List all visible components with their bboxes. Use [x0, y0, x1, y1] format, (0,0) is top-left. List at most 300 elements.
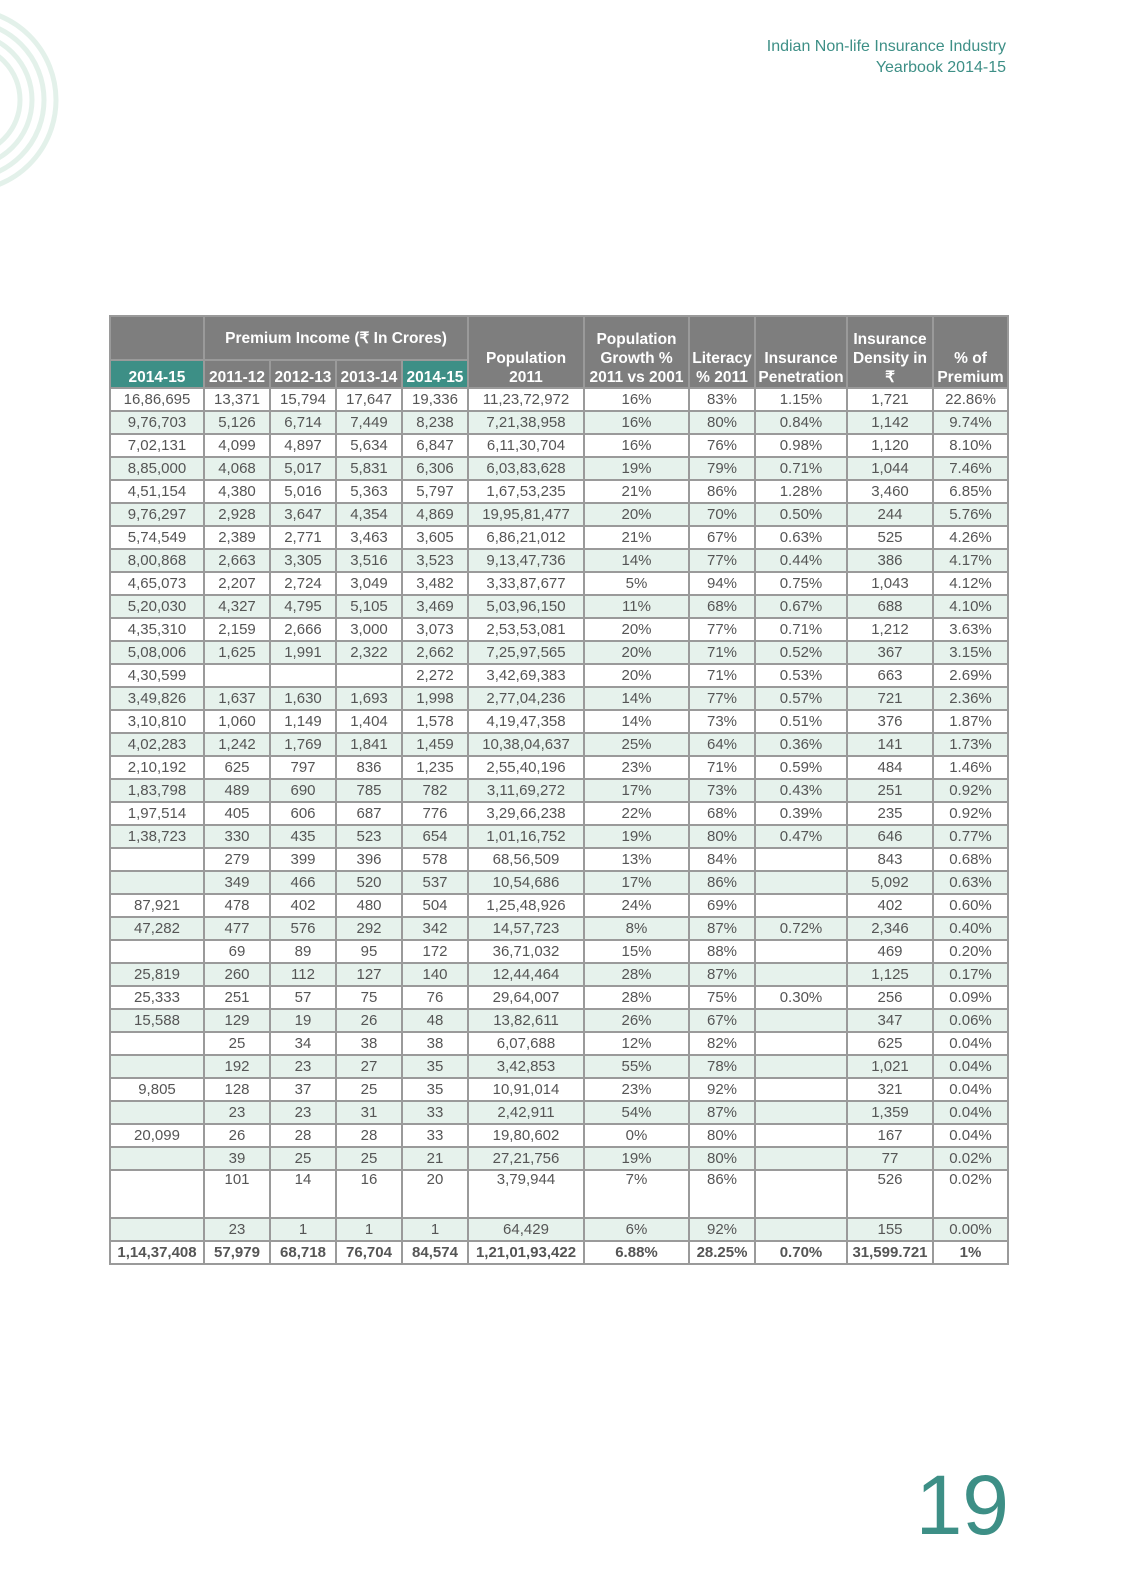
- table-cell: 4,51,154: [110, 480, 204, 503]
- table-cell: 3,516: [336, 549, 402, 572]
- table-row: [110, 411, 1008, 434]
- table-cell: 1,67,53,235: [468, 480, 584, 503]
- table-cell: 3,79,944: [468, 1170, 584, 1218]
- table-cell: 1,38,723: [110, 825, 204, 848]
- table-cell: 14%: [584, 710, 689, 733]
- table-cell: 25: [204, 1032, 270, 1055]
- table-row: [110, 1078, 1008, 1101]
- table-cell: 3,305: [270, 549, 336, 572]
- decorative-arcs: [0, 0, 70, 230]
- table-cell: 5,03,96,150: [468, 595, 584, 618]
- table-cell: 0.63%: [755, 526, 847, 549]
- table-row: [110, 986, 1008, 1009]
- header-population-growth: [584, 316, 689, 388]
- table-cell: 172: [402, 940, 468, 963]
- table-cell: [110, 1032, 204, 1055]
- table-cell: 2,771: [270, 526, 336, 549]
- table-cell: 14,57,723: [468, 917, 584, 940]
- table-cell: 6,86,21,012: [468, 526, 584, 549]
- table-cell: 251: [204, 986, 270, 1009]
- table-cell: 349: [204, 871, 270, 894]
- total-cell: 84,574: [402, 1241, 468, 1264]
- table-cell: 0.92%: [933, 802, 1008, 825]
- table-cell: 94%: [689, 572, 755, 595]
- table-row: [110, 1055, 1008, 1078]
- table-cell: 1,769: [270, 733, 336, 756]
- table-cell: 4,897: [270, 434, 336, 457]
- table-cell: 3,49,826: [110, 687, 204, 710]
- table-cell: 1,021: [847, 1055, 933, 1078]
- table-cell: 1,242: [204, 733, 270, 756]
- table-cell: 26: [336, 1009, 402, 1032]
- table-cell: 0.53%: [755, 664, 847, 687]
- table-cell: 25: [336, 1147, 402, 1170]
- table-cell: 80%: [689, 825, 755, 848]
- table-cell: 0.59%: [755, 756, 847, 779]
- table-cell: 28%: [584, 963, 689, 986]
- table-cell: 7.46%: [933, 457, 1008, 480]
- table-row: [110, 1032, 1008, 1055]
- table-cell: 67%: [689, 1009, 755, 1032]
- table-cell: 13,82,611: [468, 1009, 584, 1032]
- table-cell: 2,666: [270, 618, 336, 641]
- table-cell: 26%: [584, 1009, 689, 1032]
- table-cell: [755, 1009, 847, 1032]
- table-cell: 82%: [689, 1032, 755, 1055]
- table-cell: [336, 664, 402, 687]
- table-cell: 19,80,602: [468, 1124, 584, 1147]
- total-cell: 76,704: [336, 1241, 402, 1264]
- table-cell: 2,53,53,081: [468, 618, 584, 641]
- header-population-text: Population 2011: [486, 350, 567, 386]
- table-cell: 376: [847, 710, 933, 733]
- table-cell: 235: [847, 802, 933, 825]
- table-cell: 0.50%: [755, 503, 847, 526]
- table-row: [110, 963, 1008, 986]
- table-body: [110, 388, 1008, 1241]
- table-cell: 57: [270, 986, 336, 1009]
- table-cell: 77: [847, 1147, 933, 1170]
- table-cell: 402: [270, 894, 336, 917]
- table-cell: 836: [336, 756, 402, 779]
- table-cell: 47,282: [110, 917, 204, 940]
- table-cell: 5%: [584, 572, 689, 595]
- table-cell: 19%: [584, 457, 689, 480]
- table-cell: [755, 940, 847, 963]
- table-cell: [110, 871, 204, 894]
- table-cell: 4.17%: [933, 549, 1008, 572]
- table-cell: 8.10%: [933, 434, 1008, 457]
- table-cell: 75%: [689, 986, 755, 1009]
- table-cell: 14%: [584, 687, 689, 710]
- table-cell: [110, 1218, 204, 1241]
- table-cell: 5,363: [336, 480, 402, 503]
- table-cell: 5.76%: [933, 503, 1008, 526]
- header-growth-text: Population Growth % 2011 vs 2001: [589, 331, 684, 386]
- table-cell: 2,42,911: [468, 1101, 584, 1124]
- table-cell: 78%: [689, 1055, 755, 1078]
- table-row: [110, 434, 1008, 457]
- table-cell: 687: [336, 802, 402, 825]
- header-year-2013-14: 2013-14: [336, 360, 402, 388]
- table-cell: 330: [204, 825, 270, 848]
- table-cell: 128: [204, 1078, 270, 1101]
- table-cell: 80%: [689, 411, 755, 434]
- table-cell: 1,721: [847, 388, 933, 411]
- table-cell: 77%: [689, 618, 755, 641]
- table-cell: 7,21,38,958: [468, 411, 584, 434]
- table-cell: 11%: [584, 595, 689, 618]
- table-cell: 0.00%: [933, 1218, 1008, 1241]
- table-cell: 14: [270, 1170, 336, 1218]
- table-cell: 342: [402, 917, 468, 940]
- table-cell: 23: [270, 1101, 336, 1124]
- table-cell: 89: [270, 940, 336, 963]
- table-cell: 87%: [689, 1101, 755, 1124]
- header-col-2014-15: 2014-15: [110, 360, 204, 388]
- table-cell: 405: [204, 802, 270, 825]
- table-row: [110, 894, 1008, 917]
- table-cell: 0.20%: [933, 940, 1008, 963]
- table-cell: 1.87%: [933, 710, 1008, 733]
- table-cell: 478: [204, 894, 270, 917]
- table-cell: 4.26%: [933, 526, 1008, 549]
- table-cell: 1,841: [336, 733, 402, 756]
- table-cell: 0.39%: [755, 802, 847, 825]
- table-row: [110, 595, 1008, 618]
- table-cell: 4,099: [204, 434, 270, 457]
- table-cell: 5,08,006: [110, 641, 204, 664]
- table-cell: 12%: [584, 1032, 689, 1055]
- table-cell: 37: [270, 1078, 336, 1101]
- table-cell: 95: [336, 940, 402, 963]
- table-cell: 5,016: [270, 480, 336, 503]
- table-cell: 27,21,756: [468, 1147, 584, 1170]
- total-cell: 31,599.721: [847, 1241, 933, 1264]
- table-cell: 260: [204, 963, 270, 986]
- header-premium-income: Premium Income (₹ In Crores): [204, 316, 468, 360]
- table-cell: 71%: [689, 641, 755, 664]
- table-cell: [755, 1147, 847, 1170]
- table-cell: 92%: [689, 1078, 755, 1101]
- table-cell: 251: [847, 779, 933, 802]
- table-cell: 1,25,48,926: [468, 894, 584, 917]
- table-cell: 782: [402, 779, 468, 802]
- table-cell: 2,662: [402, 641, 468, 664]
- table-row: [110, 756, 1008, 779]
- table-cell: 21%: [584, 480, 689, 503]
- table-cell: 129: [204, 1009, 270, 1032]
- header-literacy: [689, 316, 755, 388]
- table-cell: 5,831: [336, 457, 402, 480]
- table-cell: 688: [847, 595, 933, 618]
- table-cell: 0.67%: [755, 595, 847, 618]
- table-cell: 3,523: [402, 549, 468, 572]
- table-row: [110, 388, 1008, 411]
- table-cell: 4.10%: [933, 595, 1008, 618]
- table-cell: 2.36%: [933, 687, 1008, 710]
- table-cell: 2.69%: [933, 664, 1008, 687]
- table-cell: 16,86,695: [110, 388, 204, 411]
- table-cell: 1,359: [847, 1101, 933, 1124]
- table-cell: 1: [336, 1218, 402, 1241]
- premium-statistics-table: [109, 315, 1009, 1265]
- table-cell: 504: [402, 894, 468, 917]
- total-cell: 28.25%: [689, 1241, 755, 1264]
- table-cell: 27: [336, 1055, 402, 1078]
- table-cell: [110, 848, 204, 871]
- table-cell: 54%: [584, 1101, 689, 1124]
- table-cell: 0.63%: [933, 871, 1008, 894]
- table-cell: 0.72%: [755, 917, 847, 940]
- table-cell: 663: [847, 664, 933, 687]
- table-cell: [755, 848, 847, 871]
- table-cell: [204, 664, 270, 687]
- table-cell: 0.92%: [933, 779, 1008, 802]
- table-row: [110, 1147, 1008, 1170]
- table-cell: 86%: [689, 871, 755, 894]
- table-cell: 525: [847, 526, 933, 549]
- table-cell: 523: [336, 825, 402, 848]
- table-cell: 24%: [584, 894, 689, 917]
- table-row: [110, 457, 1008, 480]
- table-cell: 3.15%: [933, 641, 1008, 664]
- table-cell: 76%: [689, 434, 755, 457]
- table-cell: 489: [204, 779, 270, 802]
- table-cell: 6,11,30,704: [468, 434, 584, 457]
- table-cell: 1,459: [402, 733, 468, 756]
- table-cell: 1,404: [336, 710, 402, 733]
- table-cell: 9,805: [110, 1078, 204, 1101]
- table-cell: 4,19,47,358: [468, 710, 584, 733]
- table-cell: 5,20,030: [110, 595, 204, 618]
- table-cell: 1,060: [204, 710, 270, 733]
- table-cell: 5,092: [847, 871, 933, 894]
- table-cell: 480: [336, 894, 402, 917]
- table-cell: 1.73%: [933, 733, 1008, 756]
- table-cell: 3,482: [402, 572, 468, 595]
- table-cell: 1,991: [270, 641, 336, 664]
- header-share-text: % of Premium: [937, 350, 1004, 386]
- table-cell: 4,327: [204, 595, 270, 618]
- table-cell: 0.04%: [933, 1124, 1008, 1147]
- table-cell: 15,588: [110, 1009, 204, 1032]
- table-cell: 23: [204, 1218, 270, 1241]
- table-cell: 1,83,798: [110, 779, 204, 802]
- table-cell: 7,02,131: [110, 434, 204, 457]
- table-cell: 3,42,853: [468, 1055, 584, 1078]
- table-cell: [110, 940, 204, 963]
- table-cell: [755, 894, 847, 917]
- table-cell: 35: [402, 1055, 468, 1078]
- table-cell: 26: [204, 1124, 270, 1147]
- table-cell: 68,56,509: [468, 848, 584, 871]
- table-cell: 3,42,69,383: [468, 664, 584, 687]
- table-cell: 484: [847, 756, 933, 779]
- table-cell: 843: [847, 848, 933, 871]
- header-insurance-penetration: [755, 316, 847, 388]
- table-row: [110, 572, 1008, 595]
- table-cell: 87%: [689, 963, 755, 986]
- table-cell: 25,819: [110, 963, 204, 986]
- table-cell: 4,35,310: [110, 618, 204, 641]
- table-row: [110, 664, 1008, 687]
- table-cell: 69: [204, 940, 270, 963]
- table-cell: 11,23,72,972: [468, 388, 584, 411]
- table-cell: 88%: [689, 940, 755, 963]
- table-cell: 347: [847, 1009, 933, 1032]
- table-row: [110, 871, 1008, 894]
- table-cell: 785: [336, 779, 402, 802]
- table-cell: 0.30%: [755, 986, 847, 1009]
- table-cell: 0.68%: [933, 848, 1008, 871]
- table-cell: 8,85,000: [110, 457, 204, 480]
- table-cell: [110, 1055, 204, 1078]
- table-cell: 21: [402, 1147, 468, 1170]
- table-cell: 67%: [689, 526, 755, 549]
- table-cell: 9.74%: [933, 411, 1008, 434]
- table-cell: 537: [402, 871, 468, 894]
- table-cell: 0.40%: [933, 917, 1008, 940]
- table-cell: 71%: [689, 664, 755, 687]
- table-cell: 3,469: [402, 595, 468, 618]
- table-cell: 20: [402, 1170, 468, 1218]
- table-cell: 1,212: [847, 618, 933, 641]
- table-cell: 6.85%: [933, 480, 1008, 503]
- table-cell: 12,44,464: [468, 963, 584, 986]
- table-cell: 1,578: [402, 710, 468, 733]
- table-cell: 526: [847, 1170, 933, 1218]
- table-cell: 35: [402, 1078, 468, 1101]
- table-cell: 3,29,66,238: [468, 802, 584, 825]
- total-cell: 57,979: [204, 1241, 270, 1264]
- table-cell: 520: [336, 871, 402, 894]
- table-cell: 3,10,810: [110, 710, 204, 733]
- table-cell: 15,794: [270, 388, 336, 411]
- table-cell: 0.51%: [755, 710, 847, 733]
- table-cell: 77%: [689, 549, 755, 572]
- table-cell: 5,797: [402, 480, 468, 503]
- table-row: [110, 825, 1008, 848]
- table-header: [110, 316, 1008, 388]
- table-cell: 1,998: [402, 687, 468, 710]
- table-cell: 2,10,192: [110, 756, 204, 779]
- table-cell: 606: [270, 802, 336, 825]
- table-cell: [755, 1101, 847, 1124]
- table-cell: 2,77,04,236: [468, 687, 584, 710]
- table-cell: 13,371: [204, 388, 270, 411]
- table-cell: 29,64,007: [468, 986, 584, 1009]
- table-cell: 2,724: [270, 572, 336, 595]
- table-cell: 101: [204, 1170, 270, 1218]
- header-subtitle: Yearbook 2014-15: [875, 59, 1006, 76]
- table-cell: 141: [847, 733, 933, 756]
- table-cell: 23%: [584, 1078, 689, 1101]
- table-row: [110, 480, 1008, 503]
- table-cell: 0.71%: [755, 457, 847, 480]
- table-cell: 469: [847, 940, 933, 963]
- table-cell: 10,38,04,637: [468, 733, 584, 756]
- table-cell: 20%: [584, 664, 689, 687]
- table-cell: 7,25,97,565: [468, 641, 584, 664]
- table-cell: [755, 1032, 847, 1055]
- table-cell: 79%: [689, 457, 755, 480]
- table-cell: 4,65,073: [110, 572, 204, 595]
- header-year-2011-12: 2011-12: [204, 360, 270, 388]
- table-cell: 20%: [584, 641, 689, 664]
- table-cell: 292: [336, 917, 402, 940]
- table-cell: 3,460: [847, 480, 933, 503]
- table-cell: 0.36%: [755, 733, 847, 756]
- table-cell: 8,238: [402, 411, 468, 434]
- table-cell: 10,91,014: [468, 1078, 584, 1101]
- table-cell: 80%: [689, 1124, 755, 1147]
- table-cell: 70%: [689, 503, 755, 526]
- table-cell: 2,159: [204, 618, 270, 641]
- table-cell: 20%: [584, 618, 689, 641]
- table-cell: 7,449: [336, 411, 402, 434]
- table-cell: 0.43%: [755, 779, 847, 802]
- table-cell: 87,921: [110, 894, 204, 917]
- total-row: [110, 1241, 1008, 1264]
- table-cell: 3.63%: [933, 618, 1008, 641]
- table-cell: 0%: [584, 1124, 689, 1147]
- table-cell: [755, 871, 847, 894]
- table-cell: 5,017: [270, 457, 336, 480]
- table-cell: 6,306: [402, 457, 468, 480]
- table-cell: 0.17%: [933, 963, 1008, 986]
- table-row: [110, 526, 1008, 549]
- table-cell: 0.71%: [755, 618, 847, 641]
- table-cell: 477: [204, 917, 270, 940]
- table-cell: 1: [270, 1218, 336, 1241]
- table-cell: 19,336: [402, 388, 468, 411]
- table-cell: 10,54,686: [468, 871, 584, 894]
- table-cell: 1,120: [847, 434, 933, 457]
- table-cell: [110, 1147, 204, 1170]
- table-cell: 3,049: [336, 572, 402, 595]
- table-row: [110, 733, 1008, 756]
- table-cell: 77%: [689, 687, 755, 710]
- table-cell: [755, 963, 847, 986]
- total-cell: 1,21,01,93,422: [468, 1241, 584, 1264]
- table-cell: 5,126: [204, 411, 270, 434]
- table-row: [110, 1170, 1008, 1218]
- table-cell: 386: [847, 549, 933, 572]
- table-cell: 19,95,81,477: [468, 503, 584, 526]
- table-cell: 0.06%: [933, 1009, 1008, 1032]
- table-cell: 5,105: [336, 595, 402, 618]
- table-cell: 25,333: [110, 986, 204, 1009]
- table-cell: 3,33,87,677: [468, 572, 584, 595]
- table-cell: 654: [402, 825, 468, 848]
- table-cell: 2,207: [204, 572, 270, 595]
- table-cell: 25: [270, 1147, 336, 1170]
- table-cell: 87%: [689, 917, 755, 940]
- table-cell: 690: [270, 779, 336, 802]
- table-cell: 321: [847, 1078, 933, 1101]
- table-cell: 28: [270, 1124, 336, 1147]
- table-cell: 6,03,83,628: [468, 457, 584, 480]
- header-blank: [110, 316, 204, 360]
- table-cell: 64,429: [468, 1218, 584, 1241]
- table-cell: 1,693: [336, 687, 402, 710]
- table-cell: [755, 1170, 847, 1218]
- table-cell: [755, 1124, 847, 1147]
- table-row: [110, 802, 1008, 825]
- table-cell: 0.52%: [755, 641, 847, 664]
- table-cell: 1.46%: [933, 756, 1008, 779]
